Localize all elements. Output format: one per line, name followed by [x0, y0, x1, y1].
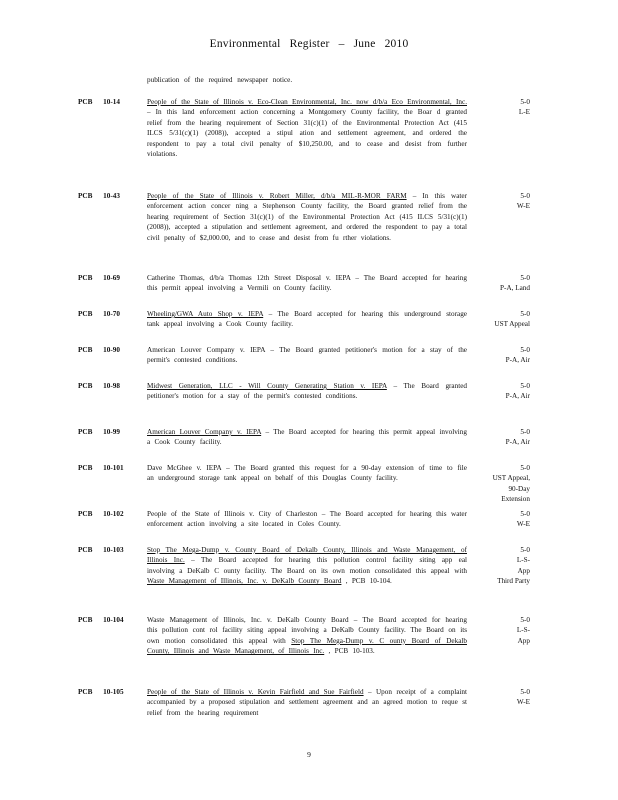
case-text: – The Board accepted for hearing this underground storage tank appeal involving a Cook County facility. — [147, 310, 467, 329]
case-number: PCB 10-70 — [78, 310, 120, 318]
vote-and-category — [460, 687, 530, 708]
vote-and-category — [460, 615, 530, 646]
case-description — [147, 381, 467, 402]
case-category: 90-Day — [508, 484, 530, 493]
case-number: PCB 10-105 — [78, 688, 124, 696]
vote-count: 5-0 — [520, 510, 530, 518]
vote-count: 5-0 — [520, 688, 530, 696]
vote-and-category — [460, 345, 530, 366]
case-category: UST Appeal — [494, 320, 530, 329]
vote-and-category — [460, 463, 530, 505]
case-category: W-E — [516, 520, 530, 529]
case-description — [147, 427, 467, 448]
case-caption-underlined: People of the State of Illinois v. Eco-Clean Environmental, Inc. now d/b/a Eco Environmental, Inc. — [147, 98, 467, 106]
case-category: Extension — [501, 495, 530, 504]
case-caption-underlined: Midwest Generation, LLC - Will County Generating Station v. IEPA — [147, 382, 387, 390]
case-caption-underlined: Wheeling/GWA Auto Shop v. IEPA — [147, 310, 264, 318]
vote-count: 5-0 — [520, 98, 530, 106]
case-description — [147, 687, 467, 718]
case-text: – The Board granted this request for a 90-day extension of time to file an underground storage tank appeal on behalf of this Douglas County facility. — [147, 464, 467, 483]
case-text: Dave McGhee v. IEPA — [147, 464, 222, 472]
case-number: PCB 10-90 — [78, 346, 120, 354]
case-category: Third Party — [497, 577, 530, 586]
vote-and-category — [460, 309, 530, 330]
case-description — [147, 545, 467, 587]
case-number: PCB 10-104 — [78, 616, 124, 624]
case-text: , PCB 10-103. — [324, 647, 375, 656]
case-text: – In this water enforcement action concer ning a Stephenson County facility, the Board granted relief from the hearing requirement of Section 31(c)(1) of the Environmental Protection Act (415 ILCS 5/31(c)(1) (2008)), accepted a stipulation and settlement agreement, and ordered the respondent to pay a total civil penalty of $2,000.00, and to cease and desist from fu rther violations. — [147, 192, 467, 242]
vote-count: 5-0 — [520, 616, 530, 624]
case-category: L-S- — [516, 626, 530, 635]
vote-count: 5-0 — [520, 546, 530, 554]
page-header-title: Environmental Register – June 2010 — [209, 38, 409, 50]
case-category: App — [517, 566, 530, 575]
case-text: , PCB 10-104. — [341, 577, 392, 586]
case-caption-underlined: Waste Management of Illinois, Inc. v. DeKalb County Board — [147, 577, 342, 586]
case-number: PCB 10-103 — [78, 546, 124, 554]
case-description — [147, 463, 467, 484]
case-text: People of the State of Illinois v. City of Charleston — [147, 510, 318, 518]
case-caption-underlined: American Louver Company v. IEPA — [147, 428, 262, 436]
case-number: PCB 10-69 — [78, 274, 120, 282]
case-text: Catherine Thomas, d/b/a Thomas 12th Street Disposal v. IEPA — [147, 274, 351, 282]
vote-count: 5-0 — [520, 192, 530, 200]
case-text: – The Board accepted for hearing this permit appeal involving a Cook County facility. — [147, 428, 467, 447]
case-text: – The Board accepted for hearing this water enforcement action involving a site located in Coles County. — [147, 510, 467, 529]
case-description — [147, 345, 467, 366]
case-category: P-A, Air — [505, 392, 530, 401]
case-caption-underlined: People of the State of Illinois v. Robert Miller, d/b/a MIL-R-MOR FARM — [147, 192, 407, 200]
vote-and-category — [460, 191, 530, 212]
case-description — [147, 97, 467, 159]
continuation-text: publication of the required newspaper notice. — [147, 76, 293, 84]
case-text: – The Board accepted for hearing this pollution control facility siting app eal involving a DeKalb C ounty facility. The Board on its own motion consolidated this appeal with — [147, 556, 468, 575]
case-description — [147, 191, 467, 243]
case-number: PCB 10-43 — [78, 192, 120, 200]
case-text: Waste Management of Illinois, Inc. v. DeKalb County Board — [147, 616, 349, 624]
case-category: P-A, Air — [505, 438, 530, 447]
case-category: L-S- — [516, 556, 530, 565]
case-text: – In this land enforcement action concerning a Montgomery County facility, the Boar d granted relief from the hearing requirement of Section 31(c)(1) of the Environmental Protection Act (415 ILCS 5/31(c)(1) (2008)), accepted a stipul ation and settlement agreement, and ordered the respondent to pay a total civil penalty of $10,250.00, and to cease and desist from further violations. — [147, 108, 467, 159]
case-category: L-E — [518, 108, 530, 117]
vote-and-category — [460, 381, 530, 402]
case-description — [147, 273, 467, 294]
case-number: PCB 10-101 — [78, 464, 124, 472]
case-category: App — [517, 636, 530, 645]
case-number: PCB 10-99 — [78, 428, 120, 436]
case-description — [147, 309, 467, 330]
case-category: W-E — [516, 202, 530, 211]
case-category: W-E — [516, 698, 530, 707]
vote-count: 5-0 — [520, 274, 530, 282]
case-number: PCB 10-98 — [78, 382, 120, 390]
vote-count: 5-0 — [520, 382, 530, 390]
vote-and-category — [460, 273, 530, 294]
case-caption-underlined: Stop The Mega-Dump v. C ounty Board of Dekalb County, Illinois and Waste Management, of Illinois Inc. — [147, 636, 467, 656]
case-text: – Upon receipt of a complaint accompanied by a proposed stipulation and settlement agreement and an agreed motion to reque st relief from the hearing requirement — [147, 688, 467, 717]
case-text: – The Board granted petitioner's motion for a stay of the permit's contested conditions. — [147, 346, 467, 365]
vote-count: 5-0 — [520, 310, 530, 318]
case-text: – The Board accepted for hearing this permit appeal involving a Vermili on County facility. — [147, 274, 467, 293]
vote-and-category — [460, 97, 530, 118]
case-description — [147, 615, 467, 657]
vote-and-category — [460, 545, 530, 587]
vote-count: 5-0 — [520, 464, 530, 472]
case-text: American Louver Company v. IEPA — [147, 346, 266, 354]
case-number: PCB 10-102 — [78, 510, 124, 518]
vote-count: 5-0 — [520, 346, 530, 354]
vote-and-category — [460, 427, 530, 448]
vote-count: 5-0 — [520, 428, 530, 436]
case-caption-underlined: People of the State of Illinois v. Kevin Fairfield and Sue Fairfield — [147, 688, 364, 696]
case-text: – The Board accepted for hearing this pollution cont rol facility siting appeal involving a DeKalb County facility. The Board on its own motion consolidated this appeal with — [147, 616, 467, 645]
case-text: – The Board granted petitioner's motion for a stay of the permit's contested conditions. — [147, 382, 467, 401]
case-category: UST Appeal, — [492, 474, 530, 483]
page-number: 9 — [307, 750, 311, 759]
case-category: P-A, Air — [505, 356, 530, 365]
case-caption-underlined: Stop The Mega-Dump v. County Board of Dekalb County, Illinois and Waste Management, of Illinois Inc. — [147, 546, 467, 565]
case-category: P-A, Land — [500, 284, 530, 293]
case-description — [147, 509, 467, 530]
case-number: PCB 10-14 — [78, 98, 120, 106]
vote-and-category — [460, 509, 530, 530]
